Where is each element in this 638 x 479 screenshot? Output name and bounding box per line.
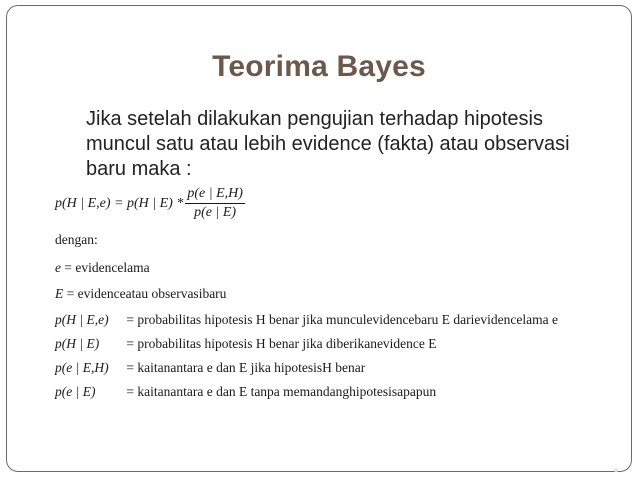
definition-row: [55, 312, 558, 328]
slide-number-dot: [614, 468, 618, 472]
fraction-numerator: p(e | E,H): [185, 186, 245, 204]
definition-eq: =: [126, 336, 134, 351]
definition-symbol: e: [55, 260, 61, 275]
definition-symbol: p(H | E,e): [55, 312, 109, 327]
bayes-equation: [55, 186, 245, 221]
definition-symbol: p(e | E): [55, 384, 96, 399]
definition-symbol: p(e | E,H): [55, 360, 109, 375]
definition-eq: =: [126, 312, 134, 327]
definition-eq: =: [126, 384, 134, 399]
definition-meaning: probabilitas hipotesis H benar jika munculevidencebaru E darievidencelama e: [137, 312, 558, 327]
definition-meaning: probabilitas hipotesis H benar jika diberikanevidence E: [137, 336, 437, 351]
definition-row: [55, 286, 226, 302]
definition-eq: =: [66, 286, 75, 301]
bayes-formula-image: [55, 180, 625, 410]
definition-row: [55, 260, 150, 276]
equation-lhs: p(H | E,e) = p(H | E) *: [55, 195, 184, 211]
definition-row: [55, 360, 365, 376]
bullet-text: Jika setelah dilakukan pengujian terhadap hipotesis muncul satu atau lebih evidence (fakta) atau observasi baru maka :: [86, 108, 570, 179]
definition-symbol: p(H | E): [55, 336, 100, 351]
bullet-item: [70, 107, 610, 179]
equation-fraction: [185, 186, 245, 221]
definition-meaning: kaitanantara e dan E jika hipotesisH benar: [137, 360, 366, 375]
definition-symbol: E: [55, 286, 64, 301]
dengan-label: dengan:: [55, 232, 98, 247]
slide-title: Teorima Bayes: [212, 50, 426, 83]
definition-meaning: evidenceatau observasibaru: [77, 286, 227, 301]
definition-meaning: evidencelama: [75, 260, 150, 275]
definition-meaning: kaitanantara e dan E tanpa memandanghipotesisapapun: [137, 384, 437, 399]
definition-eq: =: [64, 260, 72, 275]
definition-row: [55, 384, 436, 400]
fraction-denominator: p(e | E): [194, 205, 237, 220]
definition-eq: =: [126, 360, 134, 375]
definition-row: [55, 336, 437, 352]
